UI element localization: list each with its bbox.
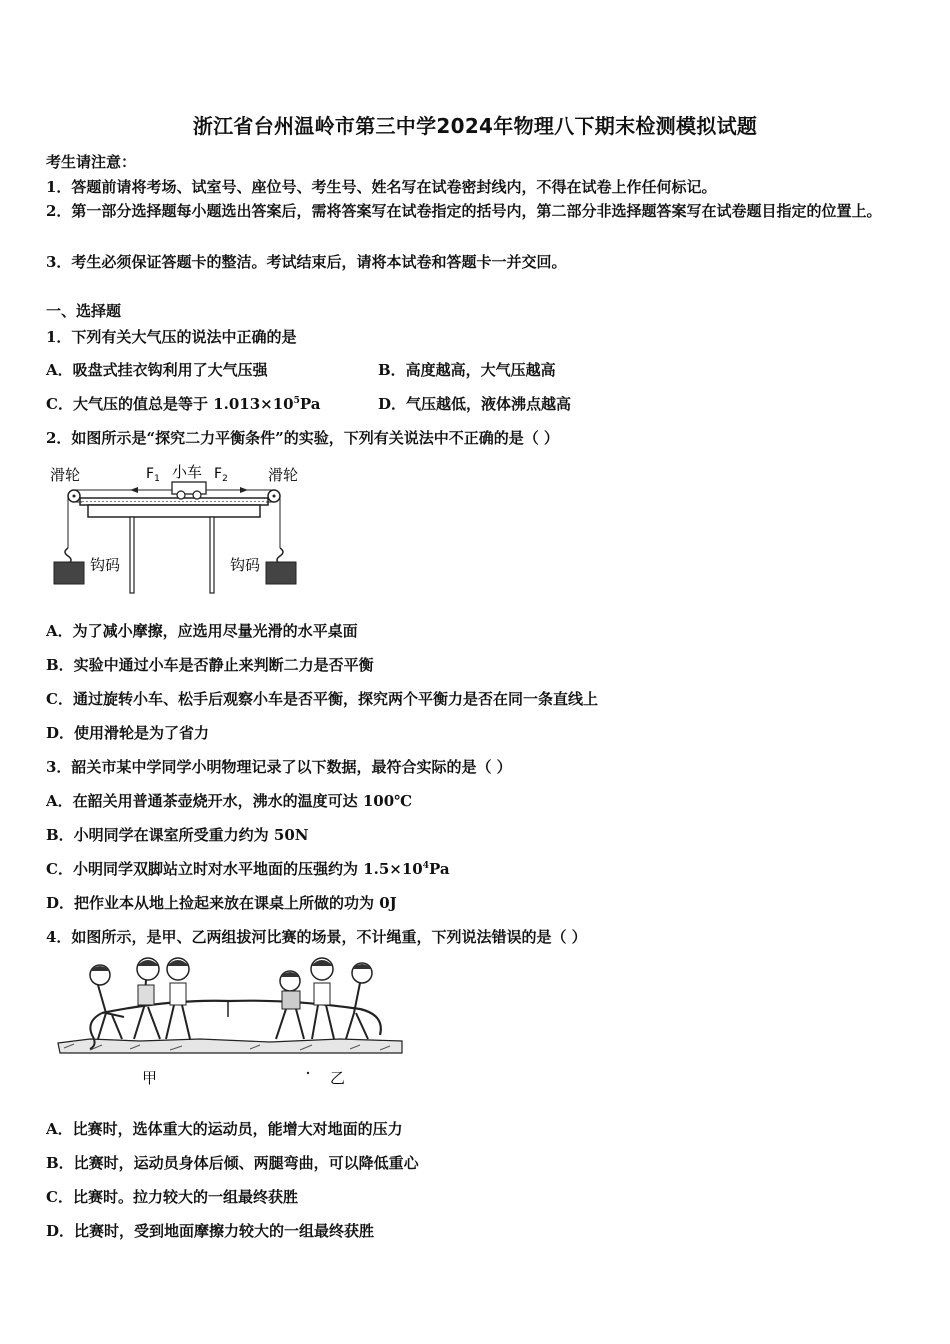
q2-stem: 2．如图所示是“探究二力平衡条件”的实验，下列有关说法中不正确的是（ ） <box>46 429 559 447</box>
section-heading: 一、选择题 <box>46 302 122 320</box>
table-frame <box>88 505 260 517</box>
ground <box>58 1039 402 1053</box>
q4-stem: 4．如图所示，是甲、乙两组拔河比赛的场景，不计绳重，下列说法错误的是（ ） <box>46 928 587 946</box>
q1-option-d: D．气压越低，液体沸点越高 <box>378 395 572 413</box>
label-f1-subscript: 1 <box>154 474 160 484</box>
q2-option-d: D．使用滑轮是为了省力 <box>46 724 210 742</box>
cart-wheel-left <box>177 491 185 499</box>
player-hair <box>280 972 300 977</box>
q4-option-a: A．比赛时，选体重大的运动员，能增大对地面的压力 <box>46 1120 403 1138</box>
label-weight-left: 钩码 <box>90 556 121 574</box>
cart-body <box>172 482 206 494</box>
q3-stem: 3．韶关市某中学同学小明物理记录了以下数据，最符合实际的是（ ） <box>46 758 512 776</box>
player-legs <box>312 1005 334 1039</box>
team-right-players <box>276 958 372 1039</box>
q3-option-c-unit: Pa <box>428 860 450 878</box>
table-leg-left <box>130 517 134 593</box>
q3-option-b: B．小明同学在课室所受重力约为 50N <box>46 826 309 844</box>
player-hair <box>352 964 372 969</box>
q1-option-c-text: C．大气压的值总是等于 1.013×10 <box>46 395 294 413</box>
player-shirt <box>282 991 300 1009</box>
cart-wheel-right <box>193 491 201 499</box>
q1-option-a: A．吸盘式挂衣钩利用了大气压强 <box>46 361 268 379</box>
player-shirt <box>314 983 330 1005</box>
label-f1 <box>146 466 160 484</box>
notice-item-2: 2．第一部分选择题每小题选出答案后，需将答案写在试卷指定的括号内，第二部分非选择题答案写在试卷题目指定的位置上。 <box>46 202 882 220</box>
q3-option-c-exponent: 4 <box>422 861 429 871</box>
team-label-jia: 甲 <box>142 1069 158 1087</box>
player-shirt <box>170 983 186 1005</box>
q2-option-c: C．通过旋转小车、松手后观察小车是否平衡，探究两个平衡力是否在同一条直线上 <box>46 690 598 708</box>
q3-option-a: A．在韶关用普通茶壶烧开水，沸水的温度可达 100℃ <box>46 792 413 810</box>
player-shirt <box>138 985 154 1005</box>
q2-option-a: A．为了减小摩擦，应选用尽量光滑的水平桌面 <box>46 622 358 640</box>
q3-option-c-text: C．小明同学双脚站立时对水平地面的压强约为 1.5×10 <box>46 860 423 878</box>
label-f2 <box>214 466 228 484</box>
q4-option-c: C．比赛时。拉力较大的一组最终获胜 <box>46 1188 298 1206</box>
pulley-right-axle <box>273 495 276 498</box>
dot-mark <box>307 1072 309 1074</box>
force-arrow-f1-head <box>130 487 138 493</box>
q2-figure <box>40 458 320 598</box>
q3-option-c <box>46 859 450 879</box>
notice-item-1: 1．答题前请将考场、试室号、座位号、考生号、姓名写在试卷密封线内，不得在试卷上作任何标记。 <box>46 178 717 196</box>
q4-option-b: B．比赛时，运动员身体后倾、两腿弯曲，可以降低重心 <box>46 1154 419 1172</box>
team-left-players <box>90 958 190 1039</box>
pulley-left-axle <box>73 495 76 498</box>
player-hair <box>90 966 110 971</box>
label-pulley-right: 滑轮 <box>268 466 299 484</box>
label-f2-letter: F <box>214 466 223 482</box>
table-leg-right <box>210 517 214 593</box>
q4-option-d: D．比赛时，受到地面摩擦力较大的一组最终获胜 <box>46 1222 375 1240</box>
player-legs <box>166 1005 190 1039</box>
q1-stem: 1．下列有关大气压的说法中正确的是 <box>46 328 297 346</box>
label-f2-subscript: 2 <box>222 474 228 484</box>
q1-option-c <box>46 394 320 414</box>
q1-option-b: B．高度越高，大气压越高 <box>378 361 556 379</box>
force-arrow-f2-head <box>240 487 248 493</box>
q4-figure <box>50 955 420 1090</box>
label-weight-right: 钩码 <box>230 556 261 574</box>
notice-item-3: 3．考生必须保证答题卡的整洁。考试结束后，请将本试卷和答题卡一并交回。 <box>46 253 567 271</box>
page-title: 浙江省台州温岭市第三中学2024年物理八下期末检测模拟试题 <box>192 114 758 138</box>
weight-left <box>54 562 84 584</box>
player-legs <box>276 1009 304 1039</box>
label-f1-letter: F <box>146 466 155 482</box>
notice-heading: 考生请注意： <box>46 153 137 171</box>
q2-option-b: B．实验中通过小车是否静止来判断二力是否平衡 <box>46 656 374 674</box>
q3-option-d: D．把作业本从地上捡起来放在课桌上所做的功为 0J <box>46 894 397 912</box>
q1-option-c-unit: Pa <box>299 395 321 413</box>
label-cart: 小车 <box>172 463 203 481</box>
team-label-yi: 乙 <box>330 1069 346 1087</box>
weight-right <box>266 562 296 584</box>
tug-of-war-illustration <box>50 955 420 1090</box>
label-pulley-left: 滑轮 <box>50 466 81 484</box>
q1-option-c-exponent: 5 <box>293 396 300 406</box>
two-force-balance-diagram <box>40 458 320 598</box>
player-legs <box>98 1013 122 1039</box>
